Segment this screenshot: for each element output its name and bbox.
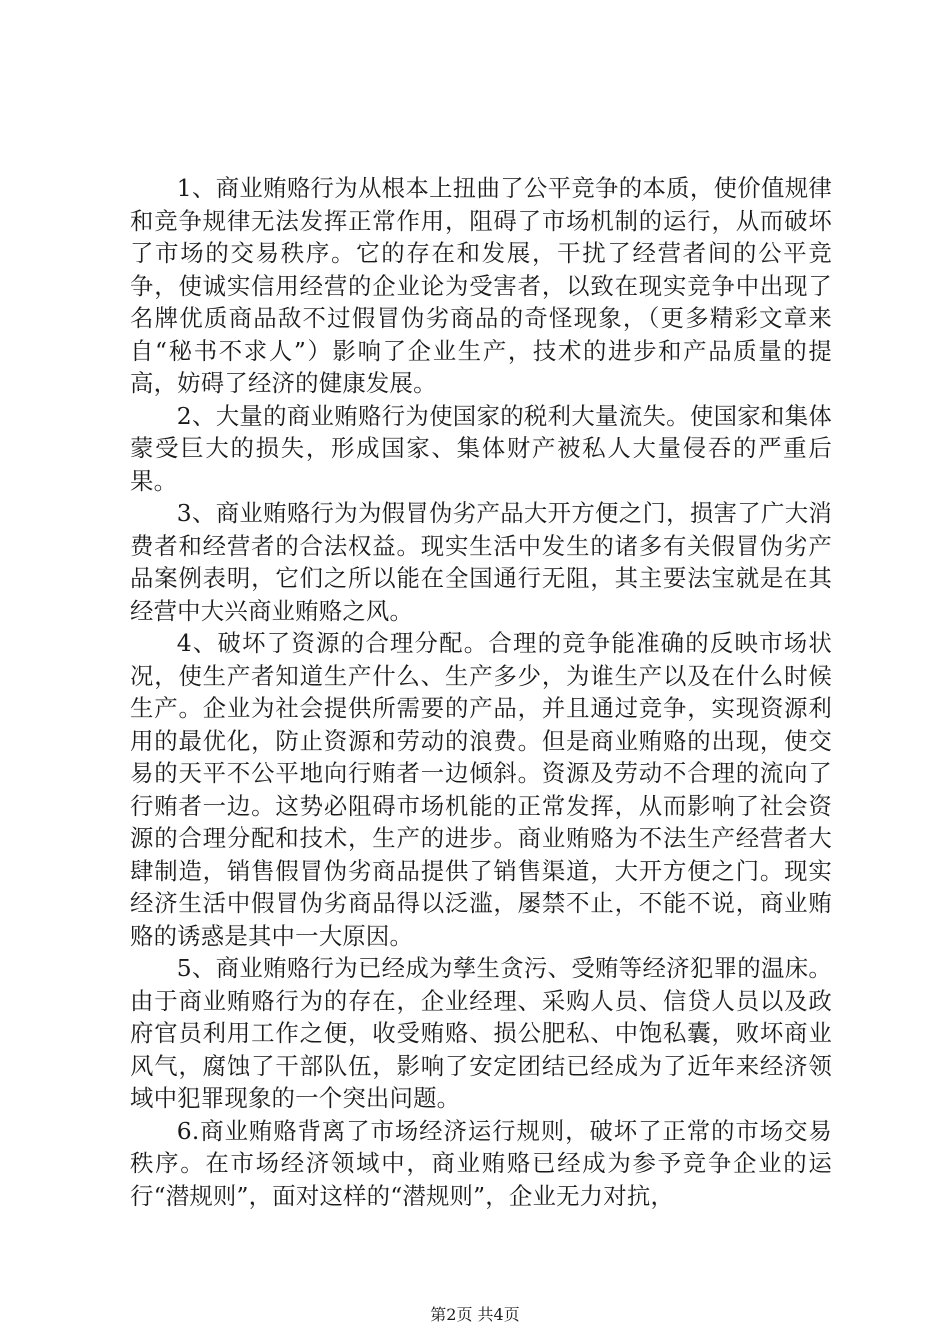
- paragraph-1: 1、商业贿赂行为从根本上扭曲了公平竞争的本质，使价值规律和竞争规律无法发挥正常作用，阻碍了市场机制的运行，从而破坏了市场的交易秩序。它的存在和发展，干扰了经营者间的公平竞争，使诚实信用经营的企业论为受害者，以致在现实竞争中出现了名牌优质商品敌不过假冒伪劣商品的奇怪现象，（更多精彩文章来自“秘书不求人”）影响了企业生产，技术的进步和产品质量的提高，妨碍了经济的健康发展。: [130, 174, 832, 397]
- paragraph-6: 6.商业贿赂背离了市场经济运行规则，破坏了正常的市场交易秩序。在市场经济领域中，商业贿赂已经成为参予竞争企业的运行“潜规则”，面对这样的“潜规则”，企业无力对抗，: [130, 1116, 832, 1210]
- paragraph-3: 3、商业贿赂行为为假冒伪劣产品大开方便之门，损害了广大消费者和经营者的合法权益。现实生活中发生的诸多有关假冒伪劣产品案例表明，它们之所以能在全国通行无阻，其主要法宝就是在其经营中大兴商业贿赂之风。: [130, 499, 832, 625]
- body-text: [130, 172, 832, 1212]
- page-number-footer: 第2页 共4页: [430, 1305, 520, 1324]
- paragraph-4: 4、破坏了资源的合理分配。合理的竞争能准确的反映市场状况，使生产者知道生产什么、生产多少，为谁生产以及在什么时候生产。企业为社会提供所需要的产品，并且通过竞争，实现资源利用的最优化，防止资源和劳动的浪费。但是商业贿赂的出现，使交易的天平不公平地向行贿者一边倾斜。资源及劳动不合理的流向了行贿者一边。这势必阻碍市场机能的正常发挥，从而影响了社会资源的合理分配和技术，生产的进步。商业贿赂为不法生产经营者大肆制造，销售假冒伪劣商品提供了销售渠道，大开方便之门。现实经济生活中假冒伪劣商品得以泛滥，屡禁不止，不能不说，商业贿赂的诱惑是其中一大原因。: [130, 629, 832, 950]
- paragraph-5: 5、商业贿赂行为已经成为孳生贪污、受贿等经济犯罪的温床。由于商业贿赂行为的存在，企业经理、采购人员、信贷人员以及政府官员利用工作之便，收受贿赂、损公肥私、中饱私囊，败坏商业风气，腐蚀了干部队伍，影响了安定团结已经成为了近年来经济领域中犯罪现象的一个突出问题。: [130, 954, 832, 1112]
- paragraph-2: 2、大量的商业贿赂行为使国家的税利大量流失。使国家和集体蒙受巨大的损失，形成国家、集体财产被私人大量侵吞的严重后果。: [130, 401, 832, 495]
